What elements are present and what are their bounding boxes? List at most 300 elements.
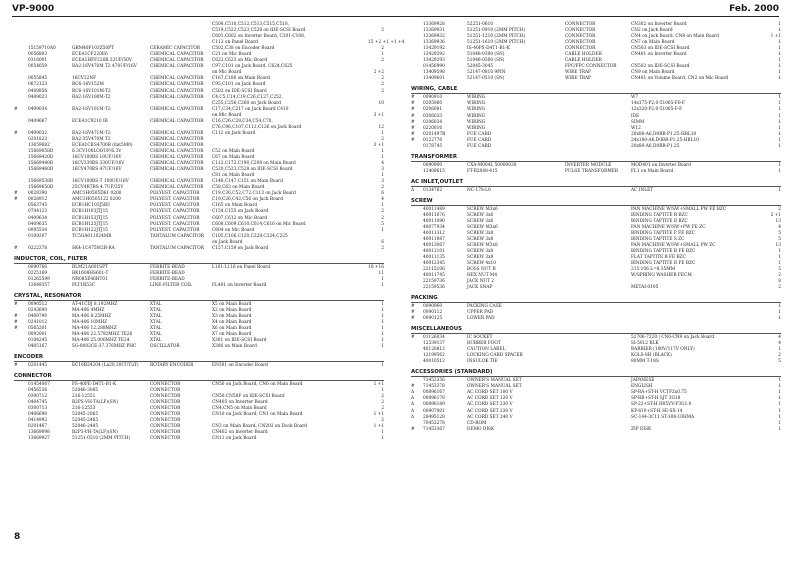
part-model: MA-406 8.25MHZ — [72, 313, 112, 319]
part-location: X6 on Main Board — [212, 325, 252, 331]
part-code: 0206034 — [423, 119, 443, 125]
part-location: X306 on Main Board — [212, 344, 257, 350]
part-description: XTAL — [150, 307, 162, 313]
part-model: ECB1H123JTJ15 — [72, 221, 109, 227]
part-model: ECB1H122JTJ15 — [72, 227, 109, 233]
part-location: C508,C510,C512,C513,C515,C518, — [212, 22, 290, 27]
part-code: 40077934 — [423, 224, 445, 230]
part-quantity: 1 — [381, 307, 384, 313]
part-description: XTAL — [150, 338, 162, 344]
parts-row — [411, 359, 781, 365]
part-code: 0090900 — [423, 162, 443, 168]
part-code: 0243690 — [28, 307, 48, 313]
part-location: C112 on Jack Board — [212, 130, 256, 136]
part-quantity: 5 — [778, 236, 781, 242]
part-quantity: 1 — [381, 276, 384, 282]
part-description: CHEMICAL CAPACITOR — [150, 161, 204, 167]
part-quantity: 1 — [778, 58, 781, 64]
parts-row — [411, 169, 781, 175]
part-model: SCREW 4x10 — [467, 261, 497, 267]
part-quantity: 6 — [381, 191, 384, 197]
part-model: 51251-1210 (2MM PITCH) — [467, 34, 526, 40]
part-model: NC-178-L0 — [467, 187, 491, 193]
part-model: WIRING — [467, 125, 486, 131]
part-quantity: 1 — [778, 248, 781, 254]
part-model: SCREW M3x8 — [467, 242, 498, 248]
part-model: SCREW 3x8 — [467, 248, 494, 254]
part-model: RC6-16V152M — [72, 82, 104, 88]
part-model: WIRING — [467, 95, 486, 101]
mark-symbol: Δ — [411, 390, 415, 396]
part-location: CN4,CN5 on Main Board — [212, 406, 267, 412]
part-location: C502,C38 on Encoder Board — [212, 46, 275, 52]
part-model: RA2-16V470M T2 470UF/16V — [72, 64, 137, 70]
part-model: MA-406 12.288MHZ — [72, 325, 117, 331]
part-location: CN7 on Main Board — [631, 40, 675, 46]
part-quantity: 3 +1 — [373, 112, 384, 118]
part-description: LINE-FILTER COIL — [150, 282, 193, 288]
part-quantity: 1 +1 — [770, 34, 781, 40]
part-quantity: 1 — [778, 254, 781, 260]
part-quantity: 1 — [778, 378, 781, 384]
part-model: SCREW 3x8 — [467, 236, 494, 242]
part-quantity: 1 — [778, 390, 781, 396]
part-description: CHEMICAL CAPACITOR — [150, 142, 204, 148]
page-number: 8 — [14, 532, 21, 542]
part-quantity: 5 — [778, 267, 781, 273]
part-code: 0206033 — [423, 113, 443, 119]
part-model: 52045-2465 — [72, 418, 99, 424]
part-model: MA-406 10MHZ — [72, 319, 108, 325]
part-quantity: 1 — [778, 131, 781, 137]
part-description: CONNECTOR — [565, 22, 596, 27]
part-location: SIMM — [631, 119, 645, 125]
part-code: 12339137 — [423, 341, 445, 347]
mark-symbol: # — [411, 131, 415, 137]
part-quantity: 2 — [381, 28, 384, 34]
part-quantity: 2 — [381, 58, 384, 64]
part-quantity: 15 +2 +1 +1 +4 — [368, 40, 405, 46]
part-description: XTAL — [150, 325, 162, 331]
part-description: CONNECTOR — [565, 34, 596, 40]
part-location: AC INLET — [631, 187, 654, 193]
part-code: 0406690 — [28, 412, 48, 418]
part-model: JACK NUT 2 — [467, 279, 495, 285]
part-quantity: 1 — [381, 313, 384, 319]
mark-symbol: # — [411, 384, 415, 390]
mark-symbol: # — [14, 301, 18, 307]
part-location: C608,C609,C610,C614,C616 on Mic Board — [212, 221, 306, 227]
part-code: 15669538D — [28, 179, 54, 185]
part-code: 0090910 — [423, 95, 443, 101]
part-code: 0704123 — [28, 209, 48, 215]
part-quantity: 1 — [778, 420, 781, 426]
part-quantity: 1 — [778, 46, 781, 52]
part-code: 0201497B — [423, 131, 446, 137]
part-location: SP-RB+ST-H SJT 3G18 — [631, 396, 681, 402]
part-model: ECEA1CKS4700B (llat5M0) — [72, 142, 133, 148]
part-location: BINDING TAPTITE B BZC — [631, 218, 688, 224]
part-description: INVERTER MODULE — [565, 162, 612, 168]
part-model: 51048-0300 (SN) — [467, 52, 505, 58]
part-location: CN401 on Volume Board, CN2 on Mic Board — [631, 76, 729, 82]
part-quantity: 12 — [378, 124, 384, 130]
part-description: FERRITE-BEAD — [150, 264, 185, 270]
part-code: 0241012 — [28, 319, 48, 325]
part-code: 0409634 — [28, 215, 48, 221]
part-code: 0201823 — [28, 136, 48, 142]
part-quantity: 1 — [778, 143, 781, 149]
part-model: 52045-3045 — [467, 64, 494, 70]
part-location: CN56 on Jack Board, CN6 on Main Board — [212, 381, 303, 387]
part-code: 00896167 — [423, 390, 445, 396]
part-quantity: 2 — [381, 406, 384, 412]
part-location: METAI-0105 — [631, 285, 659, 291]
part-description: CHEMICAL CAPACITOR — [150, 58, 204, 64]
part-code: 40120812 — [423, 347, 445, 353]
part-quantity: 1 — [778, 402, 781, 408]
parts-row — [14, 246, 384, 252]
part-code: 0316001 — [28, 58, 48, 64]
part-description: TANTALUM CAPACITOR — [150, 233, 204, 239]
mark-symbol: Δ — [411, 402, 415, 408]
part-quantity: 1 — [381, 436, 384, 442]
part-code: 0090125 — [423, 316, 443, 322]
section-heading: MISCELLANEOUS — [411, 322, 781, 334]
part-quantity: 1 — [778, 113, 781, 119]
mark-symbol: # — [411, 119, 415, 125]
part-code: 0090112 — [423, 310, 443, 316]
part-code: 0456536 — [28, 388, 48, 393]
part-code: 0201445 — [28, 363, 48, 369]
part-code: 40011087 — [423, 236, 445, 242]
part-quantity: 2 +2 — [373, 70, 384, 76]
part-quantity: 1 — [381, 388, 384, 393]
part-location: C112,C172,C190,C208 on Main Board — [212, 161, 296, 167]
part-location: IDE — [631, 113, 640, 119]
part-location: CN4 on Jack Board, CN8 on Main Board — [631, 34, 719, 40]
mark-symbol: # — [411, 426, 415, 432]
mark-symbol: # — [14, 245, 18, 251]
part-model: RUBBER FOOT — [467, 341, 501, 347]
part-location: X2 on Main Board — [212, 307, 252, 313]
part-model: FT-B2048-415 — [467, 168, 498, 174]
part-code: 00896178 — [423, 396, 445, 402]
part-code: 12649357 — [28, 282, 50, 288]
part-model: FUE CARD — [467, 137, 492, 143]
part-description: CONNECTOR — [150, 388, 181, 393]
part-quantity: 1 +1 — [373, 424, 384, 430]
part-location: X3 on Main Board — [212, 313, 252, 319]
part-model: FUE CARD — [467, 143, 492, 149]
part-quantity: 1 — [381, 344, 384, 350]
part-model: IC SOCKET — [467, 335, 493, 341]
part-quantity: 1 — [381, 363, 384, 369]
part-description: CHEMICAL CAPACITOR — [150, 64, 204, 70]
part-model: SCREW 3x8 — [467, 230, 494, 236]
part-quantity: 13 — [775, 242, 781, 248]
part-code: 15669058D — [28, 148, 54, 154]
part-quantity: 1 — [778, 414, 781, 420]
part-location: KGLS-8H (BLACK) — [631, 353, 672, 359]
part-code: 0095534 — [28, 227, 48, 233]
part-code: 15159710A0 — [28, 46, 56, 52]
part-location: X301 on IDE-SCSI Board — [212, 338, 267, 344]
part-quantity: 1 — [778, 22, 781, 27]
part-location: C97,C101 on Jack Board, C624,C625 — [212, 64, 293, 70]
part-quantity: 1 — [778, 107, 781, 113]
part-description: CHEMICAL CAPACITOR — [150, 185, 204, 191]
part-code: 0028390 — [28, 191, 48, 197]
section-heading: ENCODER — [14, 350, 384, 362]
part-location: 20x80-A6,D0BR-P1.25-HBL10 — [631, 131, 697, 137]
part-description: FERRITE-BEAD — [150, 276, 185, 282]
part-quantity: 1 — [778, 119, 781, 125]
part-code: 13409601 — [423, 76, 445, 82]
part-code: 0409635 — [28, 221, 48, 227]
part-code: 13659682 — [28, 142, 50, 148]
part-code: 0201467 — [28, 424, 48, 430]
part-location: C17,C34,C217 on Jack Board C410 — [212, 106, 289, 112]
mark-symbol: # — [411, 335, 415, 341]
part-model: B2PS-VH-TA(LF)(SN) — [72, 400, 119, 406]
part-quantity: 1 — [778, 40, 781, 46]
part-code: 0055845 — [28, 76, 48, 82]
part-description: CHEMICAL CAPACITOR — [150, 155, 204, 161]
part-location: 20x80-A6,D0BR-P1.25 — [631, 143, 680, 149]
part-quantity: 1 +1 — [373, 412, 384, 418]
part-quantity: 1 — [778, 52, 781, 58]
mark-symbol: Δ — [411, 396, 415, 402]
part-code: 40011312 — [423, 230, 445, 236]
part-code: 15669460D — [28, 167, 54, 173]
part-quantity: 2 — [381, 46, 384, 52]
part-quantity: 2 — [381, 88, 384, 94]
part-model: SCREW 3x8 — [467, 254, 494, 260]
part-quantity: 2 — [381, 400, 384, 406]
part-code: 01454067 — [28, 381, 50, 387]
parts-column-left — [14, 22, 405, 442]
part-location: SC-144-3C11 ST-308-10HMA — [631, 414, 695, 420]
part-model: EC16B24204 (La20,20CUTuT) — [72, 363, 139, 369]
part-code: 12409615 — [423, 168, 445, 174]
part-quantity: 1 — [778, 304, 781, 310]
part-quantity: 4 — [778, 341, 781, 347]
part-location: 24x180-A6,D0BR-P1.25-HBL10 — [631, 137, 699, 143]
part-model: AMC1H0505122 0200 — [72, 197, 121, 203]
part-model: SCREW 3x6 — [467, 218, 494, 224]
part-quantity: 4 — [778, 335, 781, 341]
part-code: 12199562 — [423, 353, 445, 359]
part-quantity: 2 — [778, 206, 781, 212]
part-model: CXA-M004L 50000030 — [467, 162, 517, 168]
part-code: 28495128 — [423, 414, 445, 420]
part-location: C157,C159 on Jack Board — [212, 245, 269, 251]
part-location: CN50,CN50F on IDE-SCSI Board — [212, 394, 285, 400]
part-code: 0405167 — [28, 344, 48, 350]
part-location: on Mic Board — [212, 70, 242, 76]
part-quantity: 1 — [381, 338, 384, 344]
part-model: PLT1R53C — [72, 282, 95, 288]
mark-symbol: # — [14, 313, 18, 319]
part-quantity: 2 — [778, 273, 781, 279]
parts-row — [411, 144, 781, 150]
model-title: VP-9000 — [12, 4, 55, 14]
part-location: KP-610+ST-H SE-SX-14 — [631, 408, 683, 414]
part-location: BINDING TAPTITE S ZC — [631, 236, 685, 242]
part-model: MA-406 4MHZ — [72, 307, 105, 313]
part-location: C52 on Main Board — [212, 148, 255, 154]
part-description: CHEMICAL CAPACITOR — [150, 118, 204, 124]
part-description: POLYEST. CAPACITOR — [150, 221, 200, 227]
part-quantity: 1 — [778, 137, 781, 143]
parts-row — [411, 285, 781, 291]
part-description: CONNECTOR — [565, 46, 596, 52]
part-location: 12x320-P2.0-51065-F-F — [631, 107, 683, 113]
part-model: WIRING — [467, 119, 486, 125]
section-heading: CRYSTAL, RESONATOR — [14, 289, 384, 301]
part-quantity: 1 — [381, 325, 384, 331]
part-quantity: 18 +16 — [368, 264, 384, 270]
part-model: AT-41CDJ 8.192MHZ — [72, 301, 118, 307]
part-quantity: 3 +1 — [373, 142, 384, 148]
part-model: SCREW 3x6 — [467, 212, 494, 218]
part-location: FLAT TAPTITE B FE BZC — [631, 254, 686, 260]
part-description: CHEMICAL CAPACITOR — [150, 167, 204, 173]
part-quantity: 1 — [778, 426, 781, 432]
part-code: 0090766 — [28, 264, 48, 270]
part-code: 40011745 — [423, 273, 445, 279]
mark-symbol: # — [411, 113, 415, 119]
part-location: PAN MACHINE W/SW+SMALL PW FE BZC — [631, 206, 727, 212]
part-location: C58,C63 on Main Board — [212, 185, 265, 191]
parts-row — [411, 316, 781, 322]
part-model: 216-12553 — [72, 406, 96, 412]
part-code: 01126034 — [423, 335, 445, 341]
part-code: 0563745 — [28, 203, 48, 209]
part-code: 40010512 — [423, 359, 445, 365]
part-model: ECEA1C9210 IB — [72, 118, 108, 124]
part-location: W7 — [631, 95, 639, 101]
part-quantity: 1 — [778, 28, 781, 34]
part-quantity: 2 — [381, 136, 384, 142]
part-model: ECB1H153JTJ15 — [72, 215, 109, 221]
part-description: CHEMICAL CAPACITOR — [150, 88, 204, 94]
part-quantity: 2 — [778, 285, 781, 291]
part-model: AC CORD SET 240 V — [467, 414, 513, 420]
part-model: AC CORD SET 230 V — [467, 402, 513, 408]
part-quantity: 1 — [381, 430, 384, 436]
part-code: 15669440D — [28, 161, 54, 167]
part-model: NR085E46HT01 — [72, 276, 108, 282]
part-model: 16CV100BS 10UF/16V — [72, 155, 122, 161]
part-quantity: 2 — [778, 353, 781, 359]
part-location: C165 on Main Board — [212, 203, 258, 209]
part-quantity: 1 — [778, 168, 781, 174]
parts-row — [14, 363, 384, 369]
part-description: CHEMICAL CAPACITOR — [150, 130, 204, 136]
part-code: 00907001 — [423, 408, 445, 414]
part-quantity: 1 — [381, 331, 384, 337]
part-quantity: 1 — [778, 162, 781, 168]
part-location: PAN MACHINE W/SW+SMALL PW ZC — [631, 242, 716, 248]
part-model: LOCKING CARD SPACER — [467, 353, 523, 359]
part-location: C148,C147,C151 on Main Board — [212, 179, 283, 185]
part-model: INSULOK TIE — [467, 359, 498, 365]
part-description: XTAL — [150, 301, 162, 307]
part-quantity: 2 — [381, 215, 384, 221]
part-model: CD-ROM — [467, 420, 487, 426]
part-quantity: 10 — [378, 100, 384, 106]
part-model: AMC1H0505D61 0200 — [72, 191, 122, 197]
part-location: X5 on Main Board — [212, 301, 252, 307]
part-description: OSCILLATOR — [150, 344, 180, 350]
part-model: 52046-3085 — [72, 388, 99, 393]
part-code: 0178745 — [423, 143, 443, 149]
part-model: SG-8002CE-37.376MHZ PHC — [72, 344, 137, 350]
part-quantity: 1 — [381, 203, 384, 209]
part-location: C519,C522,C523,C528 on IDE-SCSI Board — [212, 28, 306, 34]
part-location: C113 on Panel Board — [212, 40, 258, 46]
parts-row — [411, 188, 781, 194]
part-model: RA2-16V101M-T2 — [72, 106, 111, 112]
mark-symbol: # — [411, 107, 415, 113]
part-code: 40011135 — [423, 254, 445, 260]
part-location: C520,C523,C528 on IDE-SCSI Board — [212, 167, 293, 173]
part-code: 0672123 — [28, 82, 48, 88]
part-location: X4 on Main Board — [212, 319, 252, 325]
part-code: 0205960 — [423, 101, 443, 107]
part-code: 40012345 — [423, 261, 445, 267]
part-location: CN302 on Inverter Board — [631, 22, 687, 27]
part-code: 0409034 — [28, 106, 48, 112]
part-model: 16CV330BS 330UF/16V — [72, 161, 125, 167]
date-label: Feb. 2000 — [729, 4, 779, 14]
part-description: CHEMICAL CAPACITOR — [150, 52, 204, 58]
part-model: RA2-35V470M T2 — [72, 136, 111, 142]
section-heading: CONNECTOR — [14, 369, 384, 381]
part-quantity: 1 — [381, 319, 384, 325]
part-code: 13369928 — [423, 22, 445, 27]
part-quantity: 11 — [378, 270, 384, 276]
part-quantity: 3 — [381, 179, 384, 185]
part-model: AC CORD SET 230 V — [467, 408, 513, 414]
section-heading: AC INLET,OUTLET — [411, 175, 781, 187]
part-description: CHEMICAL CAPACITOR — [150, 106, 204, 112]
part-location: C601,C602 on Inverter Board, C101-C108, — [212, 34, 306, 40]
part-quantity: 4 — [381, 197, 384, 203]
part-model: 25CV4R7BS 4.7UF/25V — [72, 185, 124, 191]
part-location: CN402 on Inverter Board — [212, 430, 268, 436]
part-location: C167,C180 on Main Board — [212, 76, 271, 82]
parts-column-right — [411, 22, 781, 433]
part-description: CONNECTOR — [565, 28, 596, 34]
part-model: 16CV470BS 47UF/16V — [72, 167, 122, 173]
part-description: CHEMICAL CAPACITOR — [150, 76, 204, 82]
part-model: 216-12551 — [72, 394, 96, 400]
part-model: ECB1HC103J5B5 — [72, 203, 110, 209]
part-location: 14x175-P2.0-51065-F0-F — [631, 101, 685, 107]
part-model: SCREW M3x6 — [467, 206, 498, 212]
mark-symbol: # — [14, 106, 18, 112]
part-description: CONNECTOR — [150, 436, 181, 442]
part-model: ECB1H103JTJ15 — [72, 209, 109, 215]
part-quantity: 1 — [381, 282, 384, 288]
part-model: AC CORD SET 100 V — [467, 390, 513, 396]
part-location: on Jack Board — [212, 239, 243, 245]
part-model: RA2-16V471M-T2 — [72, 130, 111, 136]
mark-symbol: # — [14, 197, 18, 203]
